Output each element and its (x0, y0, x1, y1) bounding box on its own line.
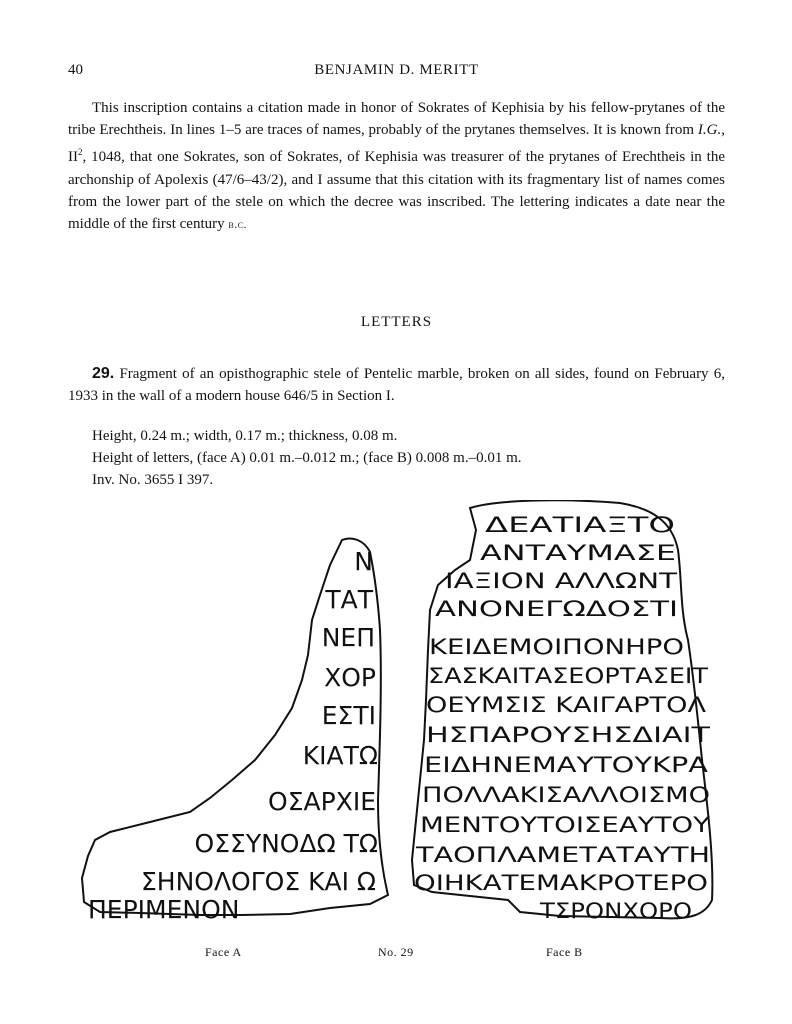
era-label: b.c. (228, 217, 248, 232)
section-heading: LETTERS (360, 314, 433, 330)
fragment-drawing (0, 500, 792, 940)
face-b-line: ΟΕΥΜΣΙΣ ΚΑΙΓΑΡΤΟΛ (426, 693, 707, 717)
face-a-line: ΤΑΤ (325, 585, 373, 614)
caption-number: No. 29 (378, 945, 414, 959)
face-b-line: ΕΙΔΗΝΕΜΑΥΤΟΥΚΡΑ (424, 753, 709, 777)
measurements-letter-height: Height of letters, (face A) 0.01 m.–0.012 m.; (face B) 0.008 m.–0.01 m. (92, 450, 522, 466)
paragraph-entry (68, 363, 725, 407)
face-b-line: ΗΣΠΑΡΟΥΣΗΣΔΙΑΙΤ (426, 723, 711, 747)
face-a-line: ΝΕΠ (321, 623, 375, 652)
face-b-line: ΜΕΝΤΟΥΤΟΙΣΕΑΥΤΟΥ (420, 813, 711, 837)
caption-face-b: Face B (546, 945, 583, 959)
para1-text-b: , II (68, 122, 725, 166)
face-b-line: ΣΑΣΚΑΙΤΑΣΕΟΡΤΑΣΕΙΤ (428, 664, 709, 688)
face-b-line: ΤΣΡΟΝΧΟΡΟ (538, 899, 692, 923)
face-b-line: ΚΕΙΔΕΜΟΙΠΟΝΗΡΟ (429, 635, 684, 659)
face-b-line: ΟΙΗΚΑΤΕΜΑΚΡΟΤΕΡΟ (414, 871, 708, 895)
face-b-line: ΑΝΤΑΥΜΑΣΕ (480, 541, 676, 565)
entry-number: 29. (92, 365, 115, 382)
page-number: 40 (68, 62, 83, 78)
face-a-line: ΣΗΝΟΛΟΓΟΣ ΚΑΙ Ω (140, 867, 376, 896)
face-a-line: ΟΣΣΥΝΟΔΩ ΤΩ (194, 829, 378, 858)
face-a-line: ΚΙΑΤΩ (302, 741, 378, 770)
face-b-line: ΤΑΟΠΛΑΜΕΤΑΤΑΥΤΗ (414, 843, 710, 867)
para1-text-c: , 1048, that one Sokrates, son of Sokrates, of Kephisia was treasurer of the prytanes of Erechtheis in the archonship of Apolexis (47/6–43/2), and I assume that this citation with its fragmentary list of names comes from the lower part of the stele on which the decree was inscribed. The lettering indicates a date near the middle of the first century (68, 149, 725, 233)
entry-description: Fragment of an opisthographic stele of Pentelic marble, broken on all sides, found on February 6, 1933 in the wall of a modern house 646/5 in Section Ι. (68, 366, 725, 405)
face-a-text (88, 547, 378, 924)
face-a-line: ΟΣΑΡΧΙΕ (268, 787, 376, 816)
face-a-line: ΕΣΤΙ (321, 701, 376, 730)
running-head: BENJAMIN D. MERITT (314, 62, 479, 78)
measurements-inventory: Inv. No. 3655 I 397. (92, 472, 214, 488)
face-a-line: Ν (354, 547, 373, 576)
paragraph-citation (68, 97, 725, 235)
ref-superscript: 2 (78, 147, 83, 158)
face-b-line: ΑΝΟΝΕΓΩΔΟΣΤΙ (435, 597, 678, 621)
ref-ig: I.G. (697, 122, 722, 139)
face-a-line: ΠΕΡΙΜΕΝΟΝ (88, 895, 240, 924)
page-header (68, 62, 725, 86)
caption-face-a: Face A (205, 945, 242, 959)
measurements-dimensions: Height, 0.24 m.; width, 0.17 m.; thickness, 0.08 m. (92, 428, 398, 444)
face-b-line: ΙΑΞΙΟΝ ΑΛΛΩΝΤ (445, 569, 678, 593)
face-b-line: ΔΕΑΤΙΑΞΤΟ (485, 513, 675, 537)
face-b-line: ΠΟΛΛΑΚΙΣΑΛΛΟΙΣΜΟ (422, 783, 710, 807)
para1-text-a: This inscription contains a citation made in honor of Sokrates of Kephisia by his fellow-prytanes of the tribe Erechtheis. In lines 1–5 are traces of names, probably of the prytanes themselves. It is known from (68, 100, 725, 139)
face-b-text (414, 513, 710, 923)
face-a-line: ΧΟΡ (324, 663, 376, 692)
